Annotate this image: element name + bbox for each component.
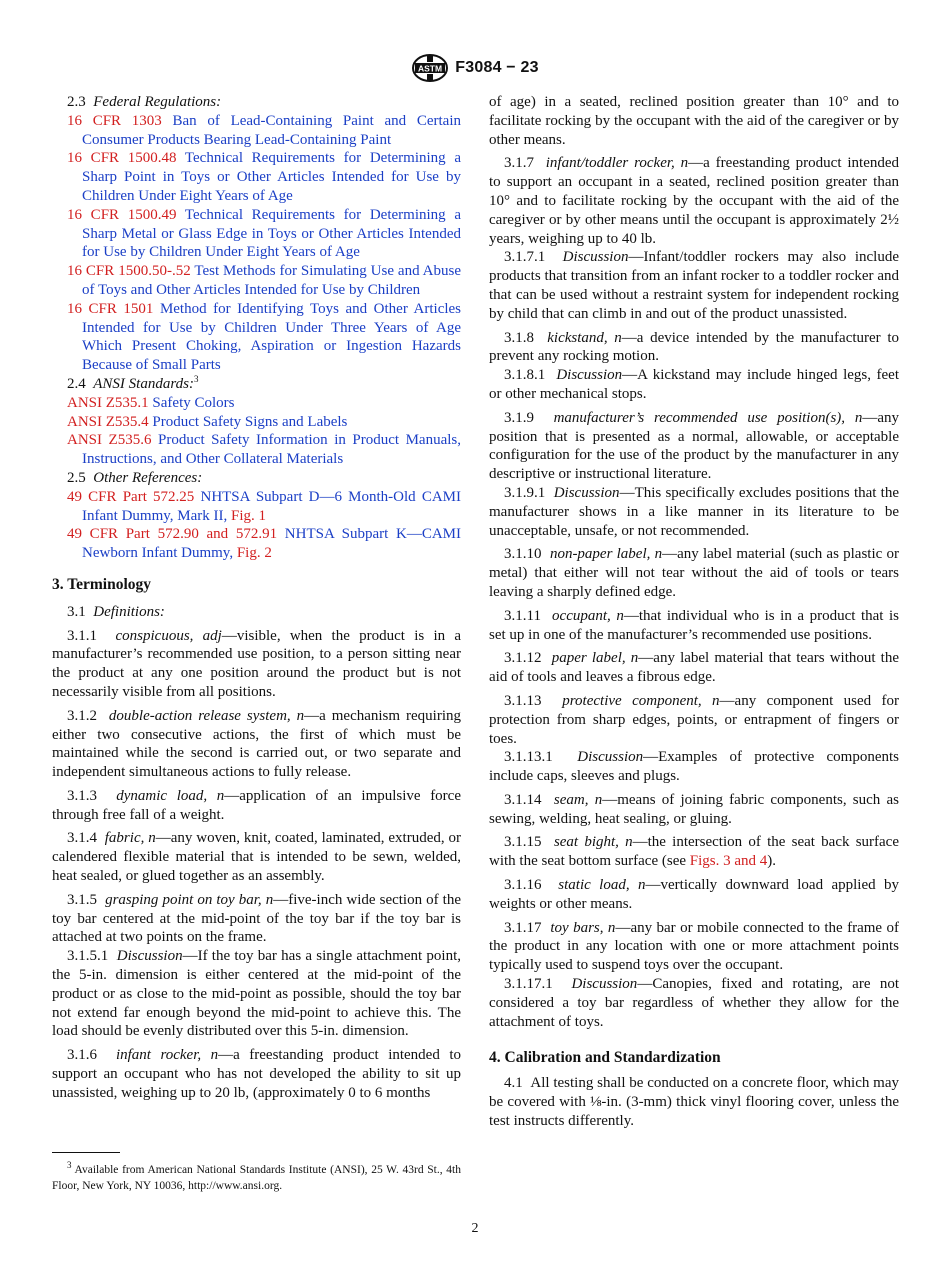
- figure-link[interactable]: Fig. 1: [231, 507, 267, 524]
- term-text: —Examples of protective components include caps, sleeves and plugs.: [489, 749, 900, 785]
- section-4-title: 4. Calibration and Standardization: [489, 1049, 721, 1067]
- reference-code-link[interactable]: 16 CFR 1500.48: [67, 150, 177, 167]
- reference-item: [52, 413, 461, 432]
- term-text: —a freestanding product intended to support an occupant in a seated, reclined position greater than 10° and to facilitate rocking by the occupant with the aid of the caregiver or by other means until the occupant is approximately 2½ years, weighing up to 40 lb.: [489, 155, 900, 247]
- term-number: 3.1.2: [67, 707, 97, 724]
- term-name: double-action release system, n: [108, 707, 305, 724]
- other-references-heading: 2.5 Other References:: [67, 469, 203, 486]
- term-definition: [52, 787, 461, 825]
- term-number: 3.1.1: [67, 627, 97, 644]
- term-text: —any position that is presented as a normal, allowable, or acceptable configuration for the use of the product by the manufacturer in any descriptive or instructional literature.: [489, 409, 899, 483]
- term-definition: [489, 791, 899, 829]
- term-name: protective component, n: [562, 692, 720, 709]
- term-number: 3.1.7: [504, 155, 534, 172]
- reference-item: [52, 431, 461, 469]
- page-header: [0, 52, 950, 84]
- reference-code-link[interactable]: 49 CFR Part 572.90 and 572.91: [67, 526, 278, 543]
- term-text: —any woven, knit, coated, laminated, extruded, or calendered flexible material that is intended to be sewn, welded, heat sealed, or glued together as an assembly.: [52, 830, 461, 885]
- term-name: seam, n: [553, 791, 603, 808]
- term-definition: [489, 484, 899, 540]
- term-text: —any component used for protection from sharp edges, points, or entrapment of fingers or toes.: [489, 692, 900, 747]
- reference-code-link[interactable]: 16 CFR 1303: [67, 112, 162, 129]
- term-number: 3.1.10: [504, 546, 542, 563]
- term-number: 3.1.7.1: [504, 249, 546, 266]
- reference-code-link[interactable]: ANSI Z535.6: [67, 432, 152, 449]
- term-definition: [489, 154, 899, 248]
- term-definition: [489, 919, 899, 975]
- reference-title-link[interactable]: Method for Identifying Toys and Other Articles Intended for Use by Children Under Three Years of Age Which Present Choking, Aspiration or Ingestion Hazards Because of Small Parts: [82, 300, 462, 374]
- term-text: —a mechanism requiring either two consecutive actions, the first of which must be maintained while the second is carried out, or two separate and independent simultaneous actions to fully release.: [52, 707, 461, 781]
- term-name: infant rocker, n: [115, 1047, 219, 1064]
- astm-logo-icon: [411, 53, 449, 83]
- term-name: infant/toddler rocker, n: [545, 155, 689, 172]
- term-number: 3.1.9.1: [504, 484, 546, 501]
- reference-title-link[interactable]: NHTSA Subpart D—6 Month-Old CAMI Infant Dummy, Mark II,: [82, 488, 462, 524]
- term-number: 3.1.17: [504, 919, 542, 936]
- term-definition: [489, 607, 899, 645]
- term-number: 3.1.5.1: [67, 948, 109, 965]
- reference-code-link[interactable]: 16 CFR 1500.49: [67, 206, 177, 223]
- term-number: 3.1.15: [504, 834, 542, 851]
- term-number: 3.1.13: [504, 692, 542, 709]
- svg-text:ASTM: ASTM: [418, 63, 443, 74]
- term-text: —visible, when the product is in a manufacturer’s recommended use position, to a person sitting near the product at any one position around the product but is not necessarily visible from all positions.: [52, 627, 462, 700]
- reference-title-link[interactable]: Product Safety Information in Product Manuals, Instructions, and Other Collateral Materials: [82, 432, 461, 468]
- term-text: —Infant/toddler rockers may also include products that transition from an infant rocker to a toddler rocker and that can be used without a restraint system for independent rocking by child that can climb in and out of the product unassisted.: [489, 249, 899, 322]
- term-text: —application of an impulsive force through free fall of a weight.: [52, 787, 461, 823]
- term-name: toy bars, n: [550, 919, 616, 936]
- term-number: 3.1.3: [67, 787, 97, 804]
- term-name: paper label, n: [551, 650, 639, 667]
- term-definition: [489, 248, 899, 323]
- term-name: dynamic load, n: [116, 787, 225, 804]
- term-definition: [489, 329, 899, 367]
- term-definition: [52, 829, 461, 885]
- term-number: 3.1.8.1: [504, 367, 546, 384]
- term-name: Discussion: [577, 749, 644, 766]
- term-definition: [489, 409, 899, 484]
- reference-item: [52, 112, 461, 150]
- term-definition: [489, 975, 899, 1031]
- reference-title-link[interactable]: Technical Requirements for Determining a Sharp Point in Toys or Other Articles Intended for Use by Children Under Eight Years of Age: [82, 150, 462, 204]
- term-definition: [489, 545, 899, 601]
- term-text: —any bar or mobile connected to the frame of the product in any location with one or more attachment points typically used to suspend toys over the occupant.: [489, 919, 900, 974]
- reference-item: [52, 488, 461, 526]
- paragraph-4-1: 4.1 All testing shall be conducted on a concrete floor, which may be covered with ⅛-in. (3-mm) thick vinyl flooring cover, unless the test instructs differently.: [489, 1075, 899, 1129]
- term-definition: [52, 947, 461, 1041]
- figure-link[interactable]: Figs. 3 and 4: [689, 853, 768, 870]
- term-definition: [52, 627, 461, 702]
- term-definition: [489, 649, 899, 687]
- term-name: kickstand, n: [547, 329, 622, 346]
- term-text: —means of joining fabric components, such as sewing, welding, heat sealing, or gluing.: [489, 791, 899, 827]
- term-text: —a freestanding product intended to support an occupant who has not developed the ability to sit up unassisted, weighing up to 20 lb, (approximately 0 to 6 months: [52, 1047, 461, 1101]
- term-name: Discussion: [553, 484, 620, 501]
- term-definition: [52, 707, 461, 782]
- reference-title-link[interactable]: Safety Colors: [152, 394, 235, 411]
- term-definition: [489, 833, 899, 871]
- term-text: —vertically downward load applied by weights or other means.: [489, 877, 900, 912]
- term-number: 3.1.11: [504, 607, 541, 624]
- term-number: 3.1.4: [67, 830, 97, 847]
- term-name: manufacturer’s recommended use position(s), n: [553, 409, 863, 426]
- term-name: occupant, n: [552, 607, 624, 624]
- term-name: Discussion: [116, 948, 183, 965]
- continued-paragraph: of age) in a seated, reclined position greater than 10° and to facilitate rocking by the occupant with the aid of the caregiver or by other means.: [489, 94, 899, 148]
- term-definition: [489, 876, 899, 914]
- term-name: seat bight, n: [553, 834, 633, 851]
- section-3-title: 3. Terminology: [52, 575, 152, 593]
- term-text: —the intersection of the seat back surface with the seat bottom surface (see: [489, 834, 899, 870]
- term-number: 3.1.13.1: [504, 749, 553, 766]
- ansi-reference-list: [52, 394, 461, 469]
- term-number: 3.1.17.1: [504, 976, 553, 993]
- term-number: 3.1.8: [504, 329, 534, 346]
- term-text: —any label material (such as plastic or metal) that either will not tear without the aid of tools or tears leaving a sharply defined edge.: [489, 546, 899, 600]
- right-term-list: [489, 154, 899, 1031]
- reference-title-link[interactable]: Ban of Lead-Containing Paint and Certain Consumer Products Bearing Lead-Containing Paint: [82, 112, 461, 148]
- term-number: 3.1.12: [504, 650, 542, 667]
- right-column: [489, 93, 899, 1131]
- term-number: 3.1.16: [504, 877, 542, 894]
- reference-item: [52, 394, 461, 413]
- term-text: —A kickstand may include hinged legs, feet or other mechanical stops.: [489, 367, 900, 402]
- reference-code-link[interactable]: 16 CFR 1501: [67, 300, 154, 317]
- term-name: Discussion: [571, 976, 638, 993]
- term-text: —that individual who is in a product that is set up in one of the manufacturer’s recommended use positions.: [489, 607, 899, 643]
- reference-code-link[interactable]: 16 CFR 1500.50-.52: [67, 263, 191, 280]
- reference-item: [52, 206, 461, 262]
- term-text: —any label material that tears without the aid of tools and leaves a fibrous edge.: [489, 650, 899, 686]
- other-reference-list: [52, 488, 461, 563]
- ansi-standards-heading: 2.4 ANSI Standards:$^3$: [67, 373, 199, 392]
- definitions-heading: 3.1 Definitions:: [67, 603, 165, 620]
- federal-reference-list: [52, 112, 461, 375]
- term-number: 3.1.5: [67, 891, 97, 908]
- term-definition: [489, 366, 899, 404]
- figure-link[interactable]: Fig. 2: [236, 545, 272, 562]
- reference-title-link[interactable]: Technical Requirements for Determining a Sharp Metal or Glass Edge in Toys or Other Articles Intended for Use by Children Under Eight Years of Age: [82, 206, 462, 261]
- term-name: conspicuous, adj: [115, 627, 222, 644]
- reference-item: [52, 300, 461, 375]
- term-definition: [489, 748, 899, 786]
- term-name: static load, n: [558, 877, 646, 894]
- term-name: fabric, n: [104, 830, 156, 847]
- left-term-list: [52, 627, 461, 1103]
- footnote: $^3$ Available from American National Standards Institute (ANSI), 25 W. 43rd St., 4th Floor, New York, NY 10036, http://www.ansi.org.: [52, 1160, 461, 1192]
- term-text: —a device intended by the manufacturer to prevent any rocking motion.: [489, 329, 899, 365]
- term-definition: [52, 891, 461, 947]
- reference-code-link[interactable]: 49 CFR Part 572.25: [67, 488, 195, 505]
- term-number: 3.1.14: [504, 791, 542, 808]
- term-text: —Canopies, fixed and rotating, are not considered a toy bar regardless of whether they allow for the attachment of toys.: [489, 976, 900, 1030]
- reference-item: [52, 262, 461, 300]
- term-number: 3.1.9: [504, 409, 534, 426]
- reference-item: [52, 149, 461, 205]
- document-designation: F3084 − 23: [455, 58, 539, 76]
- term-number: 3.1.6: [67, 1047, 97, 1064]
- term-text: —This specifically excludes positions that the manufacturer shows in a like manner in its literature to be unacceptable, unsafe, or not recommended.: [489, 484, 899, 539]
- reference-title-link[interactable]: NHTSA Subpart K—CAMI Newborn Infant Dummy,: [82, 526, 461, 562]
- term-text: —If the toy bar has a single attachment point, the 5-in. dimension is either centered at the mid-point of the product or as close to the mid-point as possible, should the toy bar not extend far enough beyond the mid-point to achieve this. The load should be evenly distributed over this 5-in. dimension.: [52, 948, 461, 1040]
- term-name: Discussion: [556, 367, 623, 384]
- footnote-rule: [52, 1152, 120, 1153]
- federal-regulations-heading: 2.3 Federal Regulations:: [67, 94, 222, 110]
- page-number: 2: [471, 1221, 479, 1236]
- left-column: [52, 93, 461, 1103]
- term-text: —five-inch wide section of the toy bar centered at the mid-point of the toy bar if the toy bar is attached at two points on the frame.: [52, 891, 462, 946]
- term-name: non-paper label, n: [549, 546, 663, 563]
- term-definition: [52, 1046, 461, 1102]
- reference-code-link[interactable]: ANSI Z535.4: [67, 413, 149, 430]
- term-text-end: ).: [767, 853, 777, 870]
- term-definition: [489, 692, 899, 748]
- reference-item: [52, 525, 461, 563]
- reference-title-link[interactable]: Test Methods for Simulating Use and Abuse of Toys and Other Articles Intended for Use by Children: [82, 263, 461, 298]
- reference-title-link[interactable]: Product Safety Signs and Labels: [152, 413, 348, 430]
- term-name: Discussion: [562, 249, 629, 266]
- term-name: grasping point on toy bar, n: [105, 891, 274, 908]
- reference-code-link[interactable]: ANSI Z535.1: [67, 394, 149, 411]
